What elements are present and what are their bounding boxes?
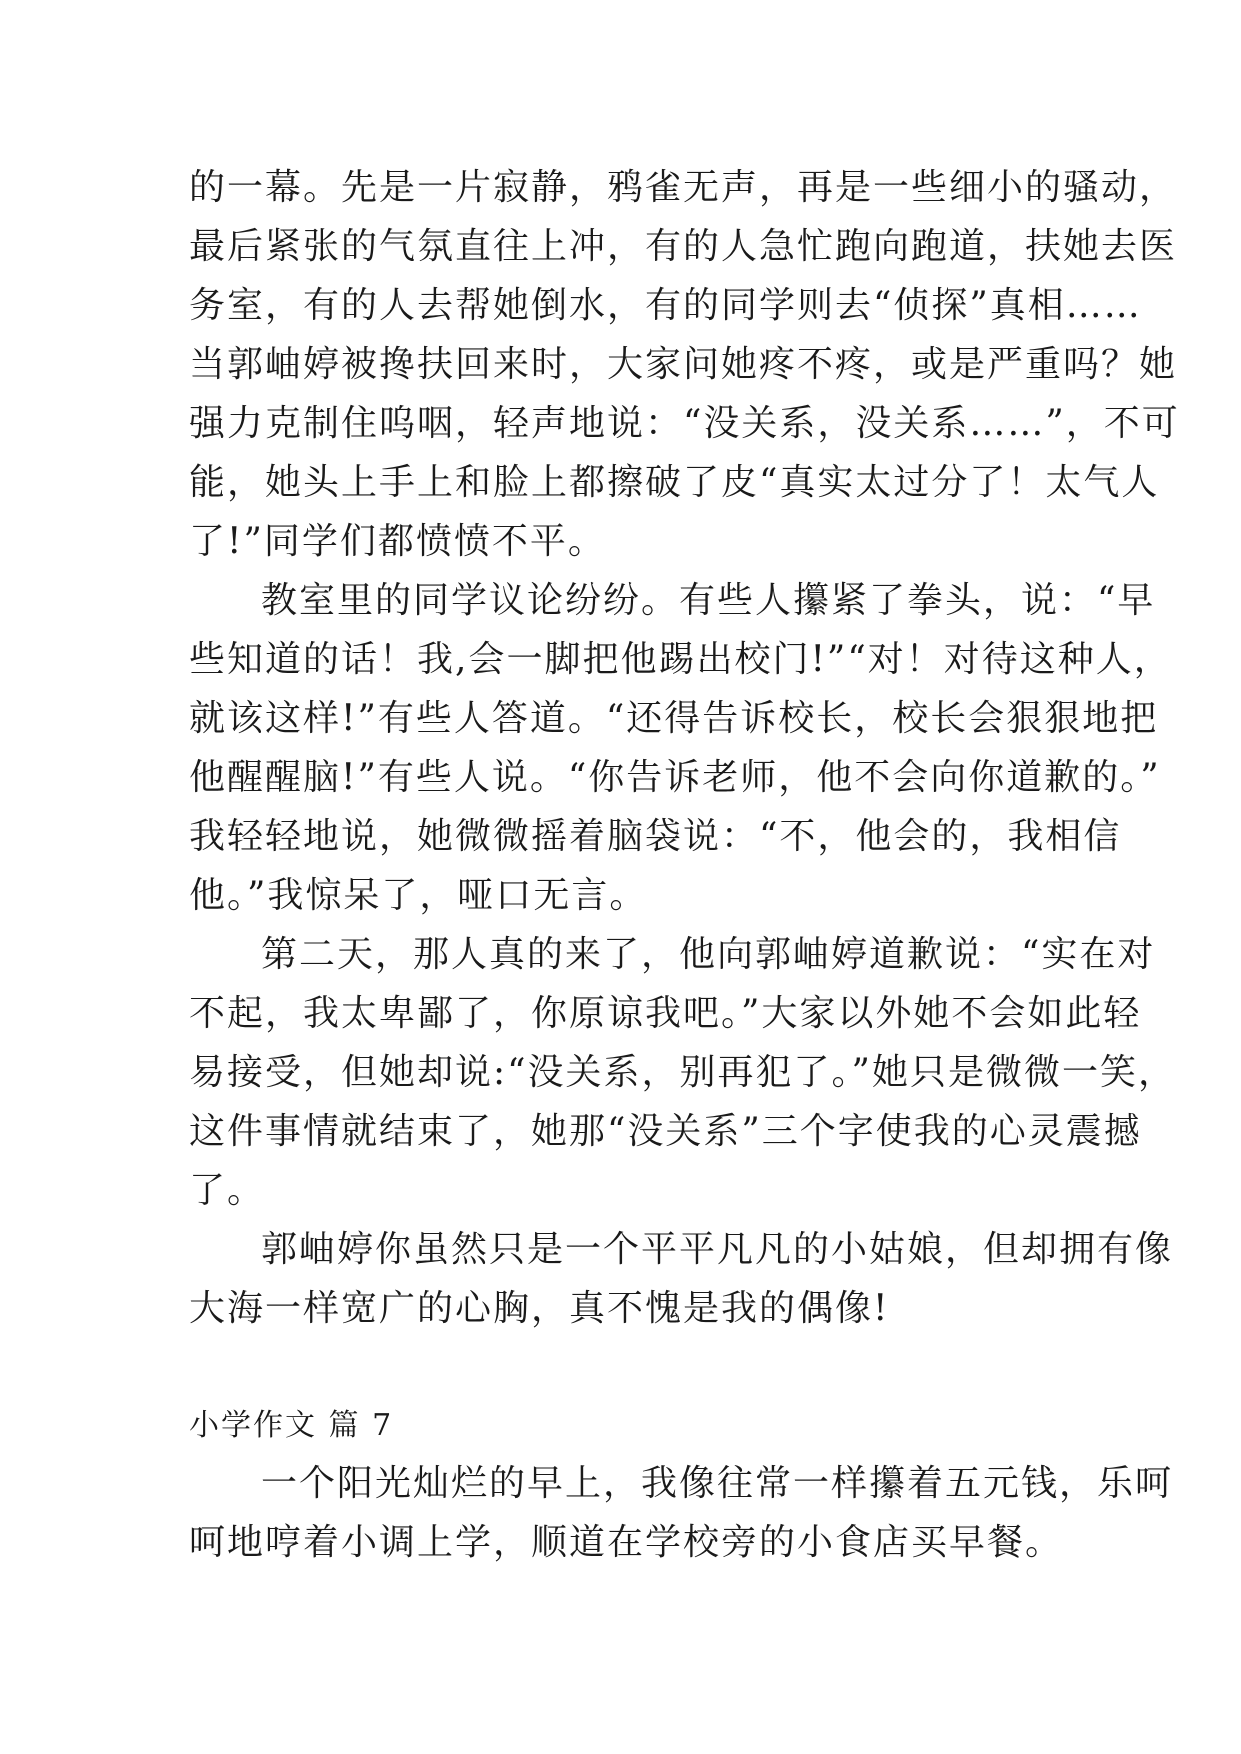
text-line: 我轻轻地说，她微微摇着脑袋说：“不，他会的，我相信 — [189, 816, 1122, 857]
section-gap — [189, 1338, 1059, 1398]
text-line: 他醒醒脑!”有些人说。“你告诉老师，他不会向你道歉的。” — [189, 757, 1161, 798]
text-line: 郭岫婷你虽然只是一个平平凡凡的小姑娘，但却拥有像 — [261, 1229, 1174, 1270]
text-line: 他。”我惊呆了，哑口无言。 — [189, 875, 648, 916]
text-line: 了。 — [189, 1170, 266, 1211]
text-line: 能，她头上手上和脸上都擦破了皮“真实太过分了！太气人 — [189, 462, 1160, 503]
text-line: 大海一样宽广的心胸，真不愧是我的偶像! — [189, 1288, 890, 1329]
section-title: 小学作文 篇 7 — [189, 1408, 394, 1443]
paragraph-4 — [189, 1220, 1174, 1338]
text-line: 这件事情就结束了，她那“没关系”三个字使我的心灵震撼 — [189, 1111, 1142, 1152]
text-line: 第二天，那人真的来了，他向郭岫婷道歉说：“实在对 — [261, 934, 1156, 975]
text-line: 些知道的话！我,会一脚把他踢出校门!”“对！对待这种人， — [189, 639, 1172, 680]
text-line: 最后紧张的气氛直往上冲，有的人急忙跑向跑道，扶她去医 — [189, 226, 1178, 267]
text-line: 务室，有的人去帮她倒水，有的同学则去“侦探”真相…… — [189, 285, 1142, 326]
text-line: 了!”同学们都愤愤不平。 — [189, 521, 606, 562]
text-line: 强力克制住呜咽，轻声地说：“没关系，没关系……”，不可 — [189, 403, 1180, 444]
paragraph-2 — [189, 571, 1172, 925]
paragraph-3 — [189, 925, 1176, 1220]
text-line: 不起，我太卑鄙了，你原谅我吧。”大家以外她不会如此轻 — [189, 993, 1142, 1034]
text-line: 呵地哼着小调上学，顺道在学校旁的小食店买早餐。 — [189, 1522, 1064, 1563]
paragraph-1 — [189, 158, 1180, 571]
text-line: 一个阳光灿烂的早上，我像往常一样攥着五元钱，乐呵 — [261, 1463, 1174, 1504]
document-page — [189, 158, 1180, 1572]
text-line: 就该这样!”有些人答道。“还得告诉校长，校长会狠狠地把 — [189, 698, 1159, 739]
text-line: 的一幕。先是一片寂静，鸦雀无声，再是一些细小的骚动， — [189, 167, 1178, 208]
text-line: 易接受，但她却说:“没关系，别再犯了。”她只是微微一笑， — [189, 1052, 1176, 1093]
text-line: 教室里的同学议论纷纷。有些人攥紧了拳头，说：“早 — [261, 580, 1156, 621]
section-paragraph — [189, 1454, 1174, 1572]
text-line: 当郭岫婷被搀扶回来时，大家问她疼不疼，或是严重吗？她 — [189, 344, 1178, 385]
